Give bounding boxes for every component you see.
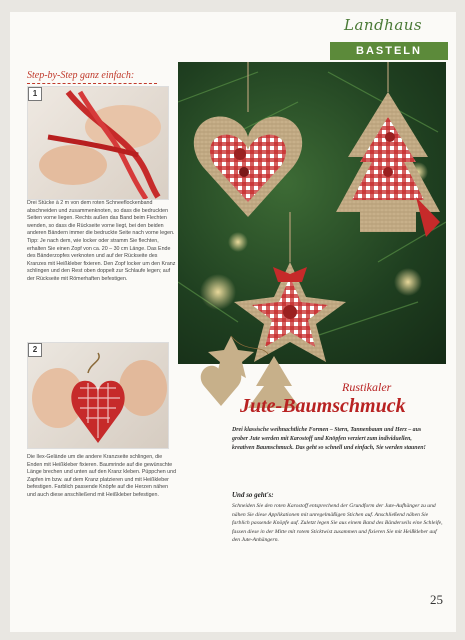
header-script-title: Landhaus: [344, 16, 423, 34]
step1-illustration: [28, 87, 168, 199]
section-header: [330, 16, 448, 64]
steps-title: Step-by-Step ganz einfach:: [27, 70, 135, 81]
step1-text: Drei Stücke à 2 m von dem roten Schneeflockenband abschneiden und zusammenknoten, so dass die bedruckten Seiten vorne liegen. Rechts außen das Band beim Flechten wenden, so dass die Rückseite vorne liegt, bei den beiden anderen Bändern immer die bedruckte Seite nach vorne legen. Tipp: Je nach dem, wie locker oder stramm Sie flechten, erhalten Sie einen Zopf von ca. 20 – 30 cm Länge. Das Ende des Bänderzopfes verknoten und auf der Rückseite des Kranzes mit Heißkleber fixieren. Den Zopf locker um den Kranz schlingen und den Rest oben doppelt zur Schlaufe legen; auf der Rückseite mit Römerhaften befestigen.: [27, 200, 176, 282]
article-title: Jute-Baumschmuck: [240, 395, 406, 417]
article-body: Schneiden Sie den roten Karostoff entsprechend der Grundform der Jute-Aufhänger zu und nähen Sie diese Applikationen mit unregelmäßigen Stichen auf. Anschließend nähen Sie farblich passende Knöpfe auf. Zuletzt legen Sie aus einem Band des Bänderseils eine Schleife, fassen diese in der Mitte mit rotem Sticktwist zusammen und fixieren Sie mit Heißkleber auf den Jute-Anhängern.: [232, 503, 443, 544]
page-number: 25: [430, 592, 443, 607]
step1-number: 1: [28, 87, 42, 101]
steps-divider: [27, 83, 157, 84]
step1-photo: [27, 86, 169, 200]
article-kicker: Rustikaler: [342, 380, 392, 394]
step2-text: Die Ilex-Gelände um die andere Kranzseite schlingen, die Enden mit Heißkleber fixieren. Baumrinde auf die gewünschte Länge brechen und unten auf den Kranz kleben. Püppchen und Zapfen im bzw. auf dem Kranz platzieren und mit Heißkleber befestigen. Farblich passende Knöpfe auf die Herzen nähen und auch diese anschließend mit Heißkleber befestigen.: [27, 454, 177, 498]
step2-number: 2: [28, 343, 42, 357]
ornaments-illustration: [178, 62, 446, 364]
step2-illustration: [28, 343, 168, 448]
main-photo: [178, 62, 446, 364]
article-lead: Drei klassische weihnachtliche Formen – Stern, Tannenbaum und Herz – aus grober Jute werden mit Karostoff und Knöpfen verziert zum individuellen, kreativen Baumschmuck. Das geht so schnell und einfach, Sie werden staunen!: [232, 427, 426, 452]
step2-photo: [27, 342, 169, 449]
header-bar-title: BASTELN: [330, 42, 448, 60]
article-subhead: Und so geht's:: [232, 491, 274, 499]
